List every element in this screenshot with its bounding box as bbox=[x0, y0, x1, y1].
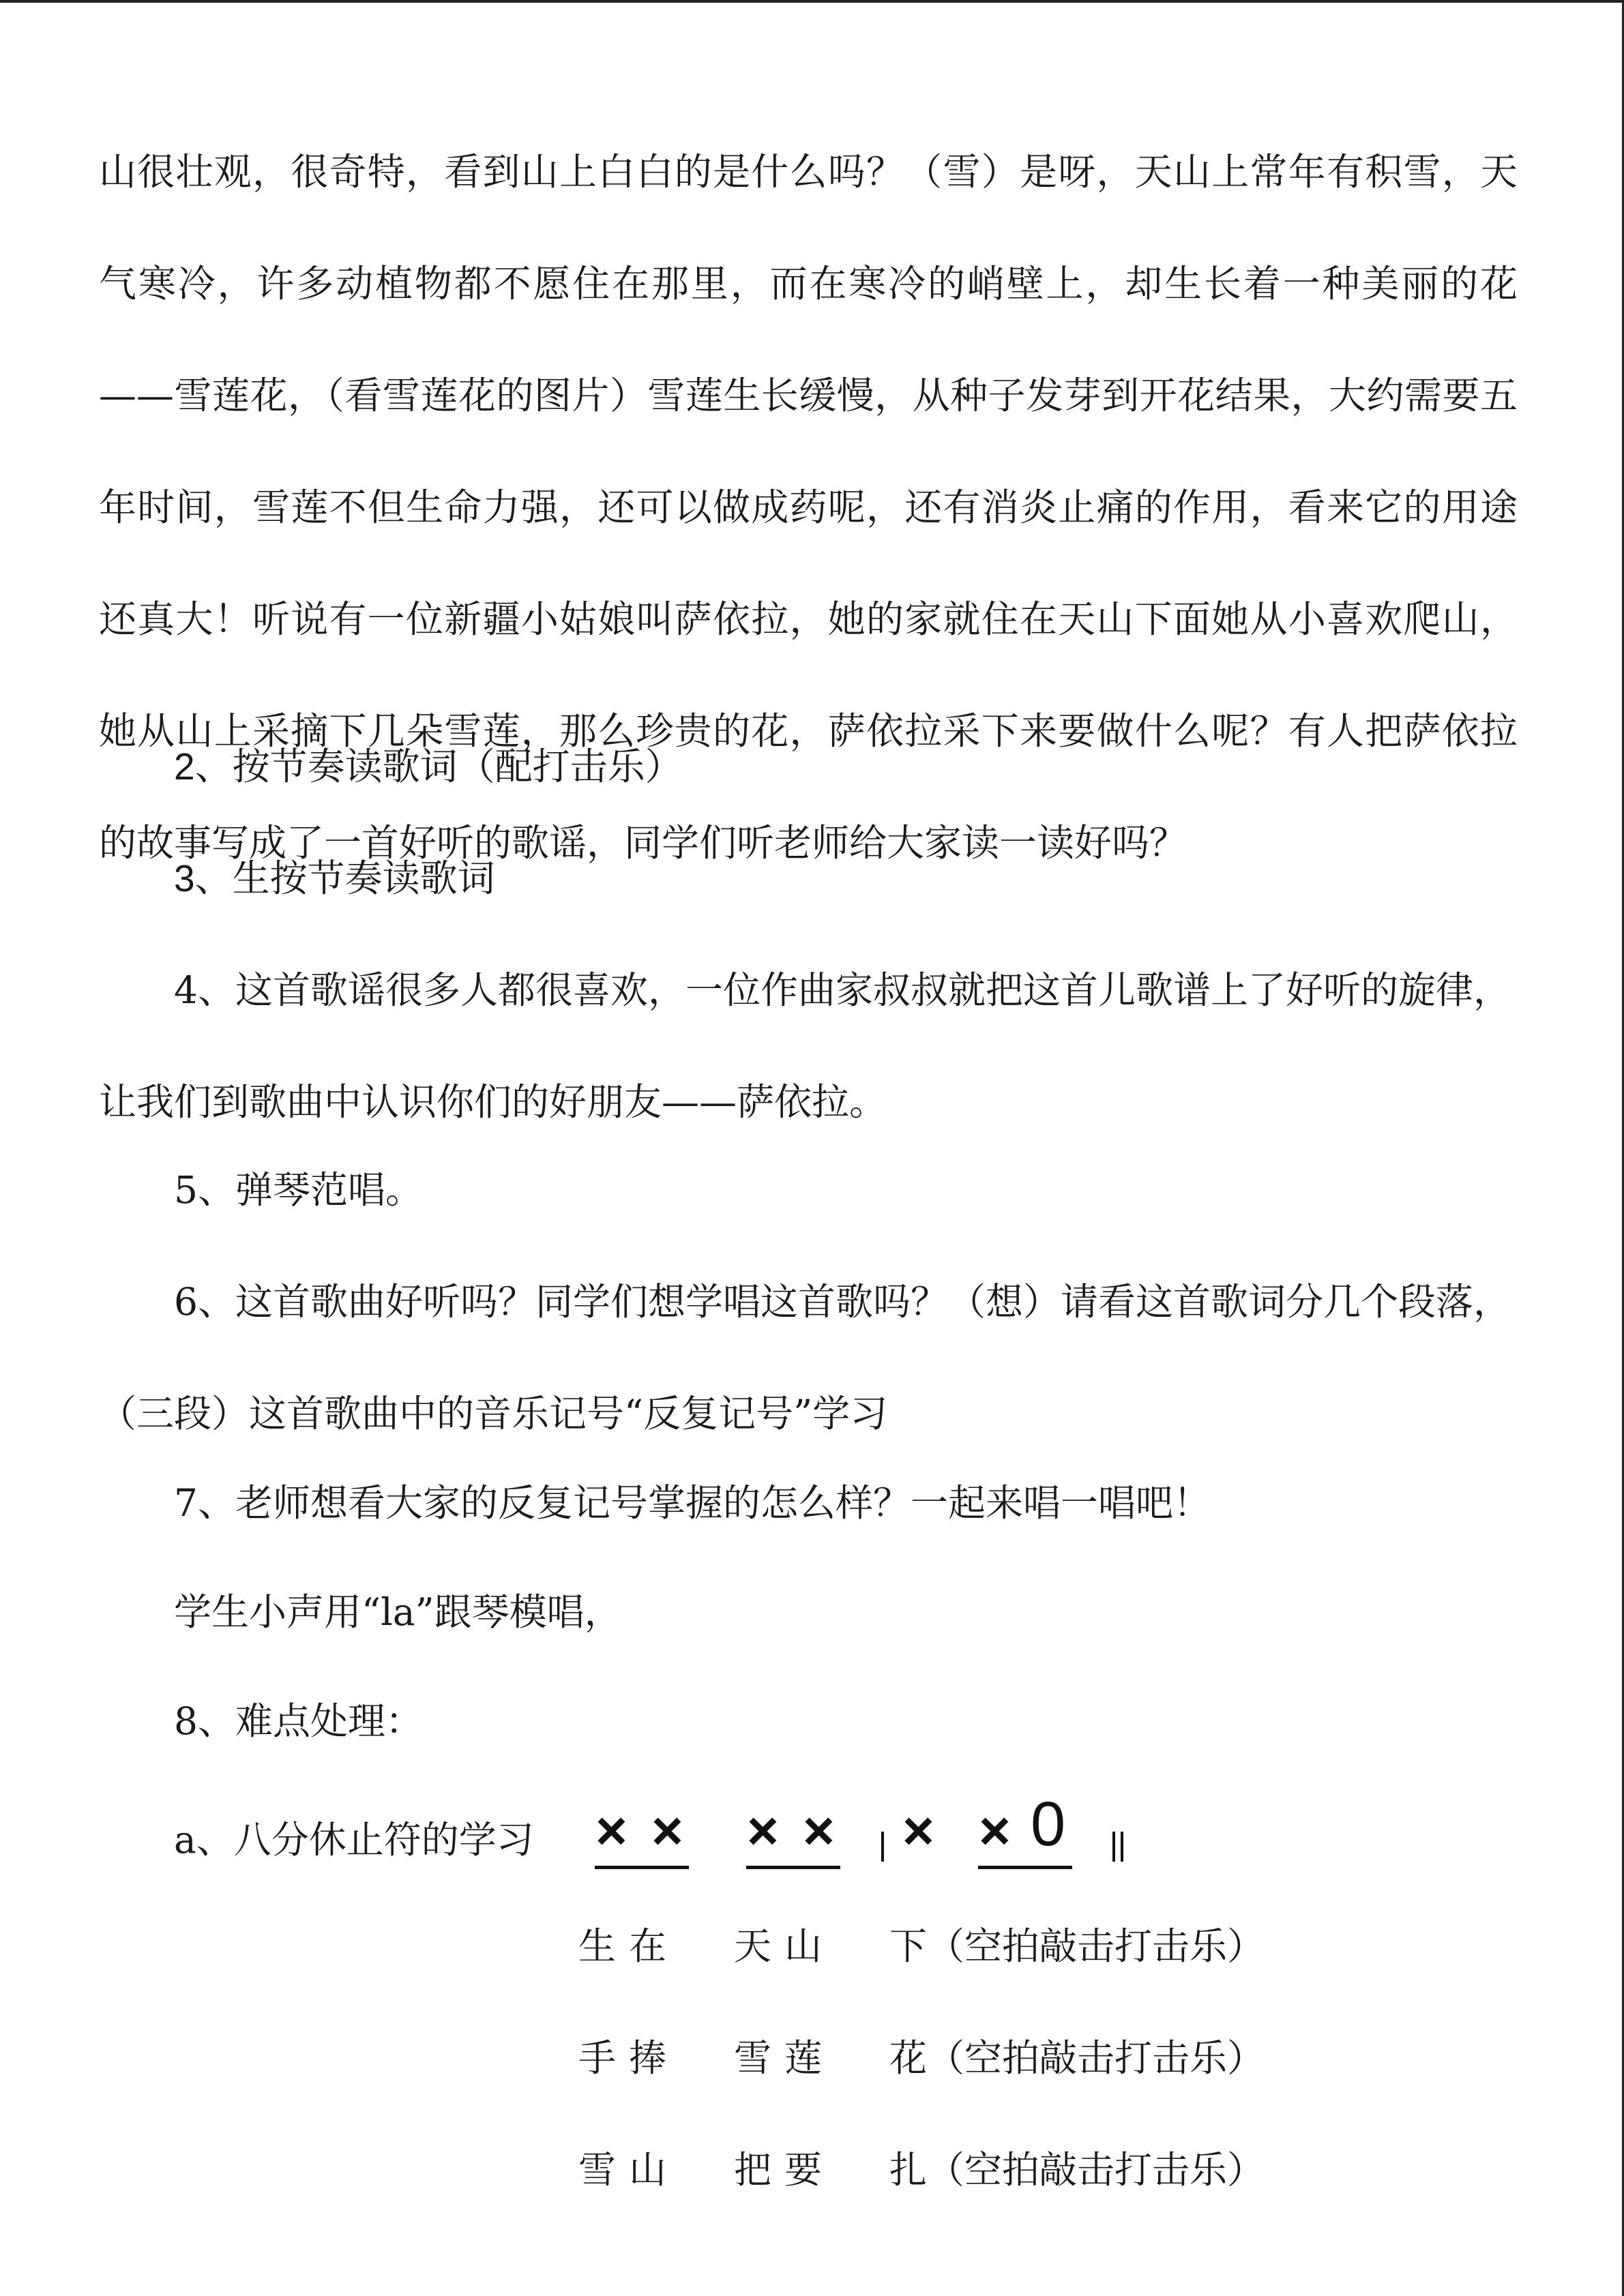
step-number: 6 bbox=[174, 1280, 198, 1324]
step-text: 、这首歌曲好听吗？同学们想学唱这首歌吗？（想）请看这首歌词分几个段落，（三段）这首歌曲中的音乐记号“反复记号”学习 bbox=[99, 1280, 1511, 1435]
student-humming bbox=[99, 1556, 1518, 1668]
rhythm-beat: × bbox=[747, 1800, 779, 1861]
lyric-word: 捧 bbox=[629, 2036, 667, 2080]
rhythm-beat: × bbox=[979, 1800, 1011, 1861]
step-number: 7 bbox=[174, 1481, 198, 1525]
rhythm-beat: × bbox=[595, 1800, 628, 1861]
step-number: 2 bbox=[174, 745, 195, 788]
eighth-beam bbox=[595, 1866, 689, 1869]
step-3 bbox=[99, 822, 1518, 934]
lyric-line-1 bbox=[578, 1919, 1265, 1973]
step-text: 、按节奏读歌词（配打击乐） bbox=[194, 745, 683, 788]
lyric-word: 把 bbox=[734, 2148, 772, 2192]
step-text: 、这首歌谣很多人都很喜欢，一位作曲家叔叔就把这首儿歌谱上了好听的旋律，让我们到歌曲中认识你们的好朋友——萨依拉。 bbox=[99, 968, 1511, 1124]
step-text: 学生小声用“la”跟琴模唱， bbox=[174, 1590, 622, 1634]
lyric-word: 扎（空拍敲击打击乐） bbox=[889, 2148, 1265, 2192]
lyric-line-3 bbox=[578, 2143, 1265, 2197]
step-number: 8 bbox=[174, 1699, 198, 1743]
eighth-beam bbox=[746, 1866, 840, 1869]
lyric-word: 雪 bbox=[734, 2036, 772, 2080]
top-border bbox=[0, 0, 1624, 3]
lyric-word: 山 bbox=[784, 1924, 823, 1968]
step-text: 、弹琴范唱。 bbox=[198, 1168, 424, 1212]
lyric-word: 在 bbox=[629, 1924, 667, 1968]
bar-line bbox=[881, 1832, 884, 1862]
step-text: 、生按节奏读歌词 bbox=[194, 856, 495, 900]
lyric-word: 雪 bbox=[578, 2148, 617, 2192]
step-4 bbox=[99, 934, 1518, 1158]
end-bar-thin bbox=[1112, 1832, 1115, 1862]
step-number: 4 bbox=[174, 968, 198, 1012]
lyric-word: 下（空拍敲击打击乐） bbox=[889, 1924, 1265, 1968]
intro-paragraph: 山很壮观，很奇特，看到山上白白的是什么吗？（雪）是呀，天山上常年有积雪，天气寒冷，许多动植物都不愿住在那里，而在寒冷的峭壁上，却生长着一种美丽的花——雪莲花，（看雪莲花的图片）雪莲生长缓慢，从种子发芽到开花结果，大约需要五年时间，雪莲不但生命力强，还可以做成药呢，还有消炎止痛的作用，看来它的用途还真大！听说有一位新疆小姑娘叫萨依拉，她的家就住在天山下面她从小喜欢爬山，她从山上采摘下几朵雪莲，那么珍贵的花，萨依拉采下来要做什么呢？有人把萨依拉的故事写成了一首好听的歌谣，同学们听老师给大家读一读好吗？ bbox=[99, 150, 1518, 865]
step-text: 、难点处理： bbox=[198, 1699, 424, 1743]
lyric-line-2 bbox=[578, 2031, 1265, 2085]
step-text: 、老师想看大家的反复记号掌握的怎么样？一起来唱一唱吧！ bbox=[198, 1481, 1211, 1525]
lyric-word: 手 bbox=[578, 2036, 617, 2080]
step-2 bbox=[99, 711, 1518, 822]
step-number: 3 bbox=[174, 857, 195, 899]
rhythm-beat: × bbox=[651, 1800, 683, 1861]
rhythm-score bbox=[174, 1787, 1197, 1903]
end-bar-thick bbox=[1121, 1832, 1123, 1862]
rhythm-notation bbox=[174, 1787, 1197, 1903]
step-8 bbox=[99, 1665, 1518, 1777]
step-7 bbox=[99, 1447, 1518, 1559]
lyric-word: 花（空拍敲击打击乐） bbox=[889, 2036, 1265, 2080]
rhythm-beat: × bbox=[902, 1800, 934, 1861]
step-number: 5 bbox=[174, 1168, 198, 1212]
lyric-word: 要 bbox=[784, 2148, 823, 2192]
lyric-word: 生 bbox=[578, 1924, 617, 1968]
rest-zero: 0 bbox=[1031, 1789, 1066, 1859]
rhythm-beat: × bbox=[803, 1800, 835, 1861]
step-5 bbox=[99, 1134, 1518, 1246]
lyric-word: 莲 bbox=[784, 2036, 823, 2080]
lyric-word: 山 bbox=[629, 2148, 667, 2192]
eighth-beam bbox=[978, 1866, 1072, 1869]
lyric-word: 天 bbox=[734, 1924, 772, 1968]
notation-label: a、八分休止符的学习 bbox=[174, 1818, 534, 1862]
step-6 bbox=[99, 1246, 1518, 1470]
